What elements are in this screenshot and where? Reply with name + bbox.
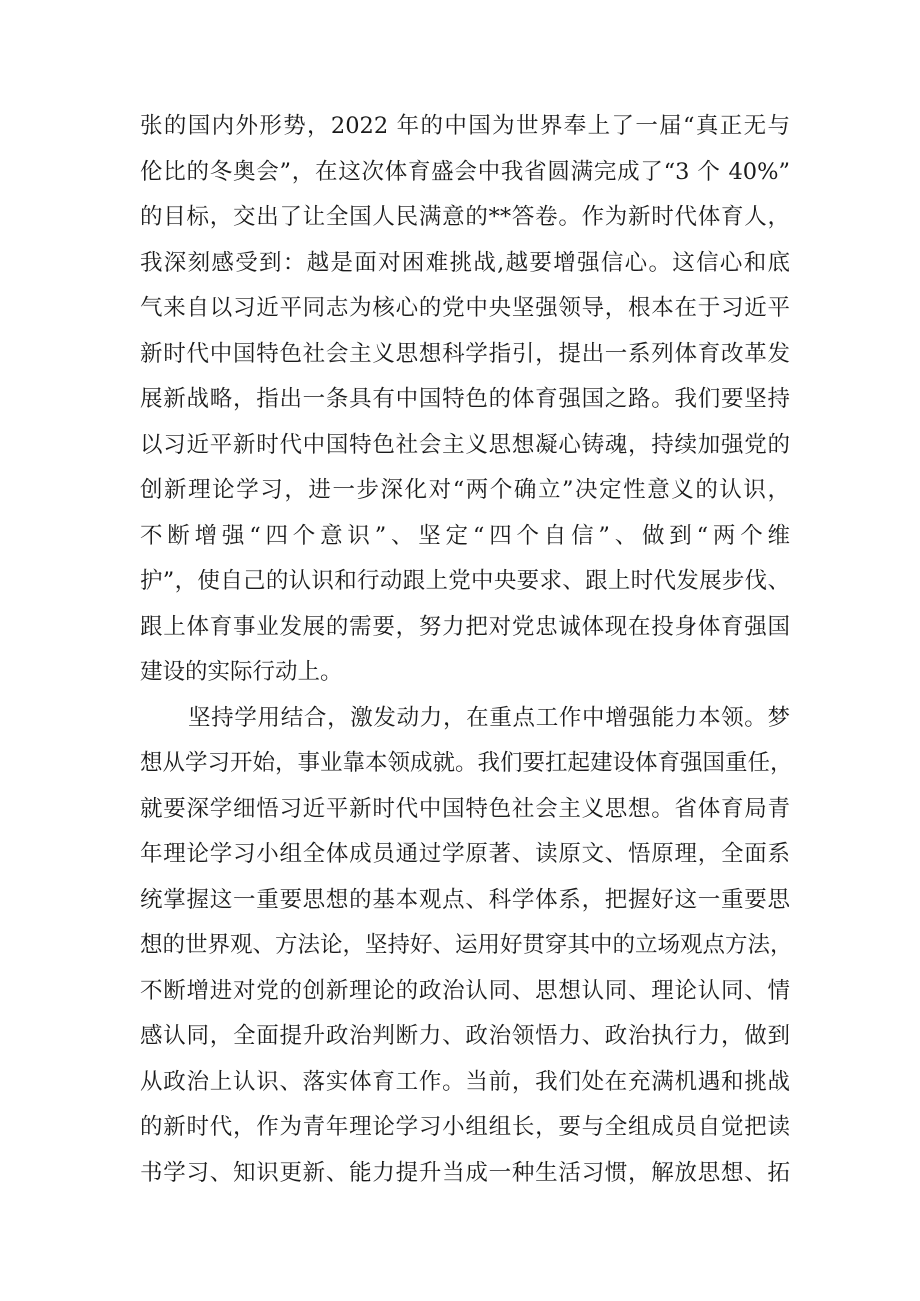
paragraph-line: 跟上体育事业发展的需要，努力把对党忠诚体现在投身体育强国: [140, 613, 790, 640]
paragraph-line: 想从学习开始，事业靠本领成就。我们要扛起建设体育强国重任，: [140, 750, 793, 776]
paragraph-line: 新时代中国特色社会主义思想科学指引，提出一系列体育改革发: [140, 340, 790, 367]
paragraph-2: [140, 696, 793, 1197]
paragraph-line: 年理论学习小组全体成员通过学原著、读原文、悟原理，全面系: [140, 841, 790, 867]
paragraph-line: 创新理论学习，进一步深化对“两个确立”决定性意义的认识，: [140, 477, 790, 503]
paragraph-line: 护”，使自己的认识和行动跟上党中央要求、跟上时代发展步伐、: [140, 568, 790, 594]
paragraph-line: 气来自以习近平同志为核心的党中央坚强领导，根本在于习近平: [140, 295, 790, 321]
document-body: [140, 104, 793, 1196]
paragraph-line: 张的国内外形势，2022 年的中国为世界奉上了一届“真正无与: [140, 113, 790, 139]
paragraph-line: 感认同，全面提升政治判断力、政治领悟力、政治执行力，做到: [140, 1023, 790, 1049]
paragraph-line: 就要深学细悟习近平新时代中国特色社会主义思想。省体育局青: [140, 795, 790, 822]
paragraph-line: 伦比的冬奥会”，在这次体育盛会中我省圆满完成了“3 个 40%”: [140, 158, 790, 185]
paragraph-line: 以习近平新时代中国特色社会主义思想凝心铸魂，持续加强党的: [140, 431, 790, 458]
paragraph-line: 建设的实际行动上。: [140, 659, 343, 685]
paragraph-line: 我深刻感受到：越是面对困难挑战,越要增强信心。这信心和底: [140, 249, 790, 276]
paragraph-line: 书学习、知识更新、能力提升当成一种生活习惯，解放思想、拓: [140, 1159, 790, 1186]
paragraph-line: 统掌握这一重要思想的基本观点、科学体系，把握好这一重要思: [140, 886, 790, 913]
paragraph-line: 的目标，交出了让全国人民满意的**答卷。作为新时代体育人，: [140, 204, 790, 230]
paragraph-line: 的新时代，作为青年理论学习小组组长，要与全组成员自觉把读: [140, 1114, 790, 1140]
paragraph-line: 不断增进对党的创新理论的政治认同、思想认同、理论认同、情: [140, 977, 790, 1004]
paragraph-line: 想的世界观、方法论，坚持好、运用好贯穿其中的立场观点方法，: [140, 932, 793, 958]
paragraph-line: 从政治上认识、落实体育工作。当前，我们处在充满机遇和挑战: [140, 1068, 790, 1095]
paragraph-1: [140, 104, 790, 696]
paragraph-line: 不断增强“四个意识”、坚定“四个自信”、做到“两个维: [140, 522, 790, 549]
paragraph-line: 坚持学用结合，激发动力，在重点工作中增强能力本领。梦: [188, 704, 790, 731]
paragraph-line: 展新战略，指出一条具有中国特色的体育强国之路。我们要坚持: [140, 386, 790, 412]
